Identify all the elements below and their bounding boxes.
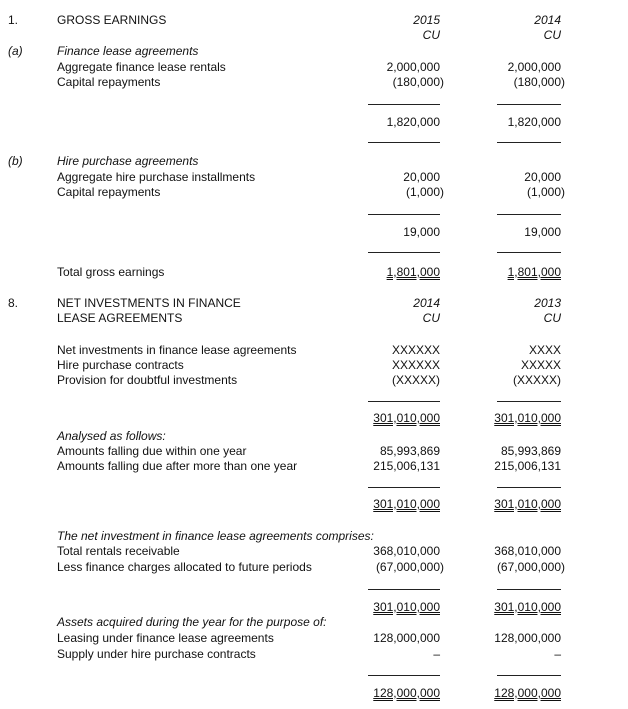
currency-header-a: CU <box>422 311 440 325</box>
currency-header-b: CU <box>543 28 561 42</box>
total-b: 301,010,000 <box>494 411 561 425</box>
total-a: 1,801,000 <box>386 265 440 279</box>
row-value-a: 215,006,131 <box>373 459 440 473</box>
row-label: Provision for doubtful investments <box>57 373 238 387</box>
total-a: 301,010,000 <box>373 600 440 614</box>
row-value-b: 20,000 <box>524 170 561 184</box>
subtotal-b: 1,820,000 <box>507 115 561 129</box>
total-b: 301,010,000 <box>494 497 561 511</box>
year-header-b: 2014 <box>534 13 561 27</box>
row-value-a: 128,000,000 <box>373 631 440 645</box>
year-header-a: 2014 <box>413 296 440 310</box>
total-label: Total gross earnings <box>57 265 165 279</box>
note-title: NET INVESTMENTS IN FINANCE <box>57 296 241 310</box>
total-b: 1,801,000 <box>507 265 561 279</box>
row-value-a: (1,000) <box>405 185 444 199</box>
row-value-b: – <box>554 647 561 661</box>
section-label: (a) <box>8 44 23 58</box>
rule-line <box>497 104 561 105</box>
row-label: Aggregate hire purchase installments <box>57 170 256 184</box>
row-value-b: (1,000) <box>526 185 565 199</box>
row-label: Hire purchase contracts <box>57 358 184 372</box>
subtotal-a: 1,820,000 <box>386 115 440 129</box>
row-value-b: XXXXX <box>520 358 561 372</box>
row-value-a: 2,000,000 <box>386 60 440 74</box>
row-label: Amounts falling due after more than one year <box>57 459 298 473</box>
rule-line <box>497 142 561 143</box>
row-value-a: (67,000,000) <box>375 560 444 574</box>
row-value-a: 20,000 <box>403 170 440 184</box>
row-value-b: 2,000,000 <box>507 60 561 74</box>
row-label: Supply under hire purchase contracts <box>57 647 256 661</box>
row-value-b: 215,006,131 <box>494 459 561 473</box>
row-value-a: 368,010,000 <box>373 544 440 558</box>
section-label: (b) <box>8 154 23 168</box>
rule-line <box>497 675 561 676</box>
total-a: 128,000,000 <box>373 686 440 700</box>
row-value-b: (XXXXX) <box>512 373 561 387</box>
rule-line <box>497 487 561 488</box>
row-value-a: XXXXXX <box>391 358 440 372</box>
note-title: GROSS EARNINGS <box>57 13 167 27</box>
rule-line <box>368 401 440 402</box>
row-value-a: – <box>433 647 440 661</box>
year-header-b: 2013 <box>534 296 561 310</box>
rule-line <box>497 214 561 215</box>
rule-line <box>497 589 561 590</box>
rule-line <box>368 214 440 215</box>
row-value-b: 128,000,000 <box>494 631 561 645</box>
row-value-a: XXXXXX <box>391 343 440 357</box>
row-value-a: 85,993,869 <box>379 444 440 458</box>
row-label: Leasing under finance lease agreements <box>57 631 274 645</box>
row-value-a: (XXXXX) <box>391 373 440 387</box>
total-a: 301,010,000 <box>373 497 440 511</box>
section-heading: Hire purchase agreements <box>57 154 199 168</box>
rule-line <box>368 589 440 590</box>
rule-line <box>497 252 561 253</box>
total-b: 301,010,000 <box>494 600 561 614</box>
row-value-b: 85,993,869 <box>500 444 561 458</box>
total-b: 128,000,000 <box>494 686 561 700</box>
row-value-b: XXXX <box>528 343 561 357</box>
rule-line <box>368 142 440 143</box>
year-header-a: 2015 <box>413 13 440 27</box>
rule-line <box>368 252 440 253</box>
subtotal-a: 19,000 <box>403 225 440 239</box>
row-value-a: (180,000) <box>392 75 444 89</box>
row-label: Aggregate finance lease rentals <box>57 60 226 74</box>
row-label: Less finance charges allocated to future periods <box>57 560 312 574</box>
rule-line <box>368 104 440 105</box>
row-value-b: (180,000) <box>513 75 565 89</box>
currency-header-a: CU <box>422 28 440 42</box>
section-heading: Assets acquired during the year for the purpose of: <box>57 615 327 629</box>
row-label: Amounts falling due within one year <box>57 444 247 458</box>
row-label: Total rentals receivable <box>57 544 180 558</box>
note-number: 1. <box>8 13 19 27</box>
row-value-b: (67,000,000) <box>496 560 565 574</box>
section-heading: Finance lease agreements <box>57 44 199 58</box>
row-label: Net investments in finance lease agreements <box>57 343 297 357</box>
currency-header-b: CU <box>543 311 561 325</box>
total-a: 301,010,000 <box>373 411 440 425</box>
section-heading: Analysed as follows: <box>57 429 166 443</box>
rule-line <box>368 675 440 676</box>
rule-line <box>368 487 440 488</box>
section-heading: The net investment in finance lease agreements comprises: <box>57 529 374 543</box>
row-label: Capital repayments <box>57 75 161 89</box>
row-label: Capital repayments <box>57 185 161 199</box>
row-value-b: 368,010,000 <box>494 544 561 558</box>
rule-line <box>497 401 561 402</box>
note-title-line2: LEASE AGREEMENTS <box>57 311 183 325</box>
note-number: 8. <box>8 296 19 310</box>
subtotal-b: 19,000 <box>524 225 561 239</box>
